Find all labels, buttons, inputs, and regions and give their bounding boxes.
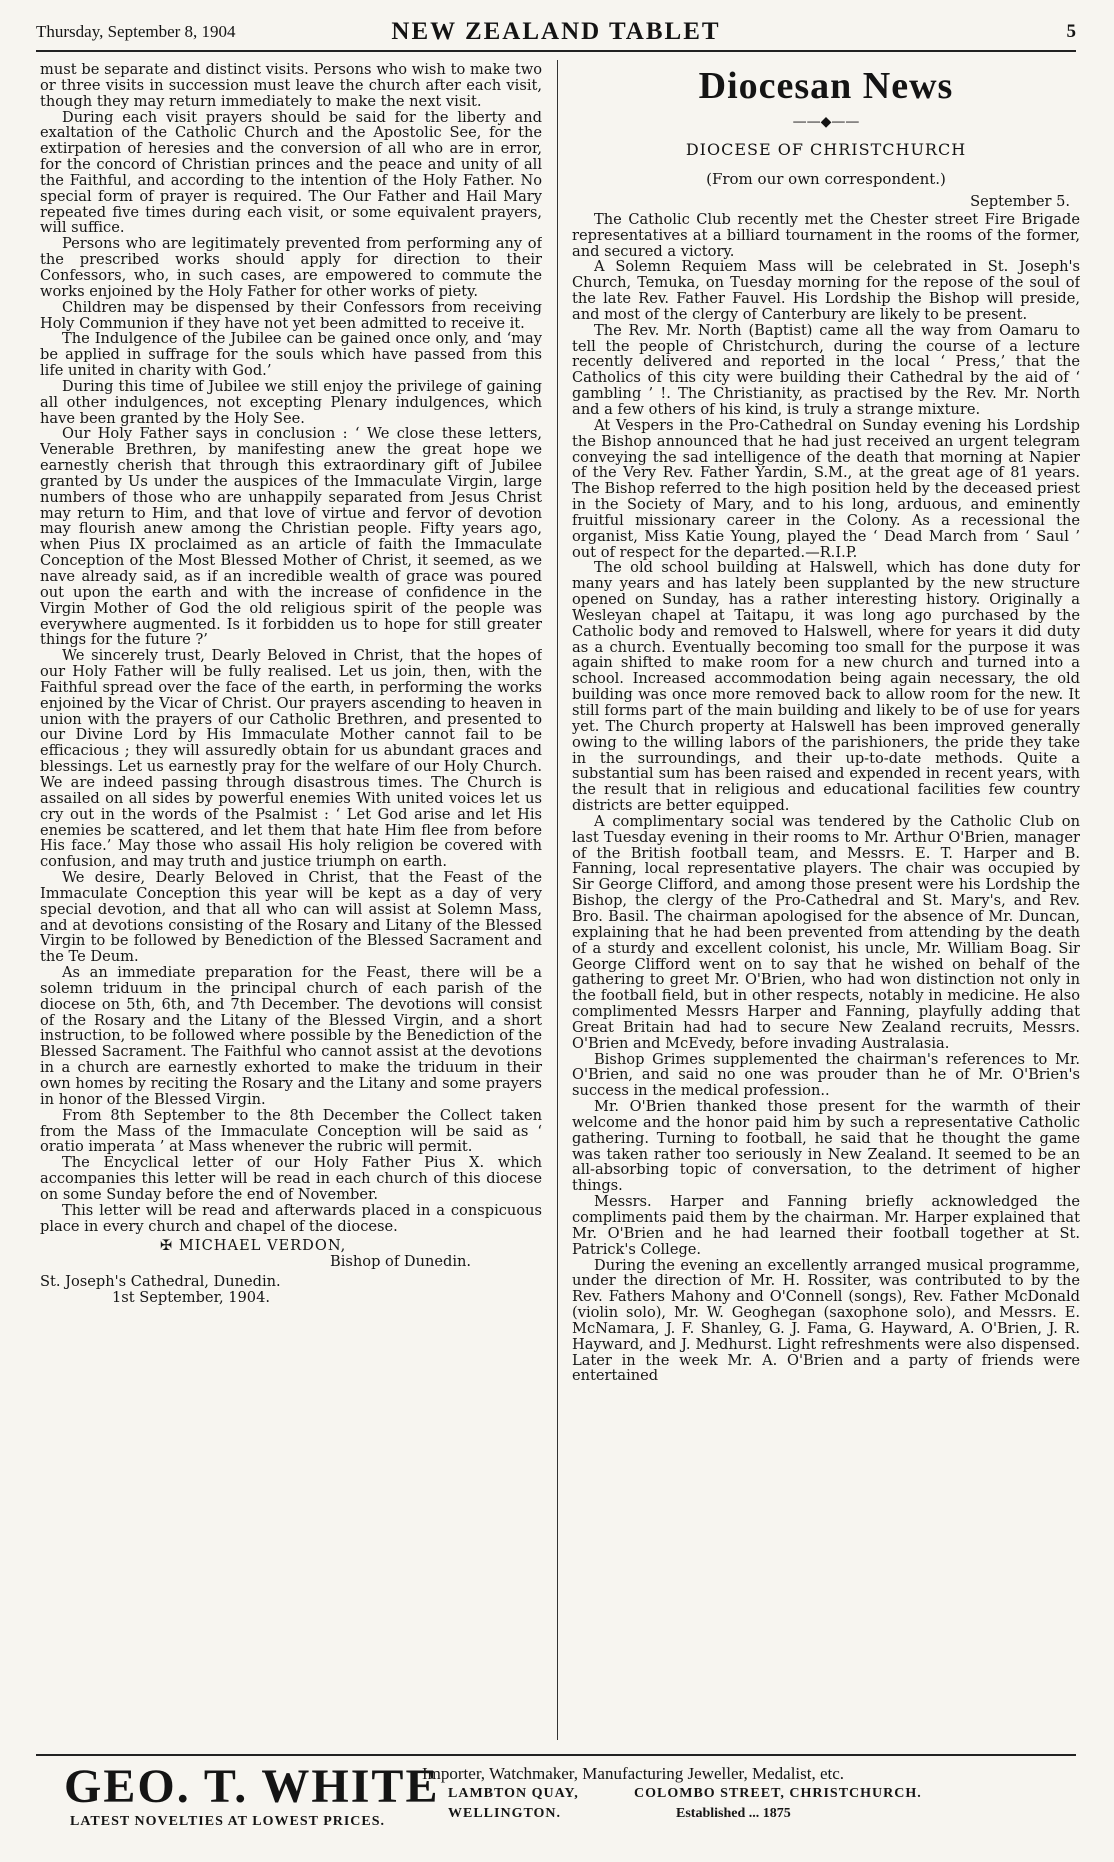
- paragraph: The Indulgence of the Jubilee can be gained once only, and ‘may be applied in suffrage for the souls which have passed from this life united in charity with God.’: [40, 330, 542, 380]
- correspondent-note: (From our own correspondent.): [706, 170, 946, 188]
- paragraph: The old school building at Halswell, which has done duty for many years and has lately been supplanted by the new structure opened on Sunday, has a rather interesting history. Originally a Wesleyan chapel at Taitapu, it was long ago purchased by the Catholic body and removed to Halswell, where for years it did duty as a church. Eventually becoming too small for the purpose it was again shifted to make room for a new church and turned into a school. Increased accommodation being again necessary, the old building was once more removed back to allow room for the new. It still forms part of the main building and likely to be of use for years yet. The Church property at Halswell has been improved generally owing to the willing labors of the parishioners, the pride they take in the surroundings, and their up-to-date methods. Quite a substantial sum has been raised and expended in recent years, with the result that in religious and educational facilities few country districts are better equipped.: [572, 559, 1080, 815]
- paragraph: Mr. O'Brien thanked those present for the warmth of their welcome and the honor paid him by such a representative Catholic gathering. Turning to football, he said that he thought the game was taken rather too seriously in New Zealand. It seemed to be an all-absorbing topic of conversation, to the detriment of higher things.: [572, 1098, 1080, 1195]
- paragraph: The Encyclical letter of our Holy Father Pius X. which accompanies this letter will be read in each church of this diocese on some Sunday before the end of November.: [40, 1154, 542, 1203]
- paragraph: At Vespers in the Pro-Cathedral on Sunday evening his Lordship the Bishop announced that he had just received an urgent telegram conveying the sad intelligence of the death that morning at Napier of the Very Rev. Father Yardin, S.M., at the great age of 81 years. The Bishop referred to the high position held by the deceased priest in the Society of Mary, and to his long, arduous, and eminently fruitful missionary career in the Colony. As a recessional the organist, Miss Katie Young, played the ‘ Dead March from ‘ Saul ’ out of respect for the departed.—R.I.P.: [572, 416, 1080, 561]
- advertiser-name: GEO. T. WHITE: [64, 1760, 440, 1813]
- dateline: September 5.: [970, 193, 1070, 210]
- paragraph: During the evening an excellently arranged musical programme, under the direction of Mr. H. Rossiter, was contributed to by the Rev. Fathers Mahony and O'Connell (songs), Rev. Father McDonald (violin solo), Mr. W. Geoghegan (saxophone solo), and Messrs. E. McNamara, J. F. Shanley, G. J. Fama, G. Hayward, A. O'Brien, J. R. Hayward, and J. Medhurst. Light refreshments were also dispensed. Later in the week Mr. A. O'Brien and a party of friends were entertained: [572, 1256, 1080, 1385]
- paragraph: Children may be dispensed by their Confessors from receiving Holy Communion if they have not yet been admitted to receive it.: [40, 298, 542, 332]
- section-title: Diocesan News: [698, 65, 954, 107]
- advertiser-description: Importer, Watchmaker, Manufacturing Jeweller, Medalist, etc.: [422, 1764, 845, 1783]
- paragraph: This letter will be read and afterwards placed in a conspicuous place in every church and chapel of the diocese.: [40, 1201, 542, 1235]
- advertiser-address-line: LAMBTON QUAY,: [448, 1786, 579, 1801]
- paragraph: During this time of Jubilee we still enjoy the privilege of gaining all other indulgences, not excepting Plenary indulgences, which have been granted by the Holy See.: [40, 377, 542, 427]
- advertiser-established: Established ... 1875: [676, 1806, 791, 1821]
- paragraph: We desire, Dearly Beloved in Christ, that the Feast of the Immaculate Conception this year will be kept as a day of very special devotion, and that all who can will assist at Solemn Mass, and at devotions consisting of the Rosary and Litany of the Blessed Virgin to be followed by Benediction of the Blessed Sacrament and the Te Deum.: [40, 869, 542, 966]
- advertisement: [36, 1760, 1076, 1840]
- diocese-heading: DIOCESE OF CHRISTCHURCH: [685, 140, 967, 159]
- paragraph: We sincerely trust, Dearly Beloved in Christ, that the hopes of our Holy Father will be fully realised. Let us join, then, with the Faithful spread over the face of the earth, in performing the works enjoined by the Vicar of Christ. Our prayers ascending to heaven in union with the prayers of our Catholic Brethren, and presented to our Divine Lord by His Immaculate Mother cannot fail to be efficacious ; they will assuredly obtain for us abundant graces and blessings. Let us earnestly pray for the welfare of our Holy Church. We are indeed passing through disastrous times. The Church is assailed on all sides by powerful enemies With united voices let us cry out in the words of the Psalmist : ‘ Let God arise and let His enemies be scattered, and let them that hate Him flee from before His face.’ May those who assail His holy religion be covered with confusion, and may truth and justice triumph on earth.: [40, 647, 542, 871]
- issue-date: Thursday, September 8, 1904: [36, 22, 236, 41]
- signature-name: ✠ MICHAEL VERDON,: [160, 1237, 347, 1255]
- page-number: 5: [1066, 21, 1076, 42]
- page-header: [36, 18, 1076, 46]
- publication-title: NEW ZEALAND TABLET: [391, 18, 721, 45]
- paragraph: A complimentary social was tendered by the Catholic Club on last Tuesday evening in their rooms to Mr. Arthur O'Brien, manager of the British football team, and Messrs. E. T. Harper and B. Fanning, local representative players. The chair was occupied by Sir George Clifford, and among those present were his Lordship the Bishop, the clergy of the Pro-Cathedral and St. Mary's, and Rev. Bro. Basil. The chairman apologised for the absence of Mr. Duncan, explaining that he had been prevented from attending by the death of a sturdy and excellent colonist, his uncle, Mr. William Boag. Sir George Clifford went on to say that he wished on behalf of the gathering to greet Mr. O'Brien, who had won distinction not only in the football field, but in other respects, notably in medicine. He also complimented Messrs Harper and Fanning, playfully adding that Great Britain had had to secure New Zealand recruits, Messrs. O'Brien and McEvedy, before invading Australasia.: [572, 812, 1080, 1052]
- signature-place: St. Joseph's Cathedral, Dunedin.: [40, 1273, 281, 1291]
- paragraph: must be separate and distinct visits. Persons who wish to make two or three visits in succession must leave the church after each visit, though they may return immediately to make the next visit.: [40, 62, 542, 110]
- signature-date: 1st September, 1904.: [112, 1288, 271, 1306]
- signature-title: Bishop of Dunedin.: [330, 1253, 472, 1271]
- advertiser-street: COLOMBO STREET, CHRISTCHURCH.: [634, 1786, 922, 1801]
- left-column: [40, 62, 542, 1742]
- advertiser-tagline: LATEST NOVELTIES AT LOWEST PRICES.: [70, 1814, 386, 1829]
- paragraph: From 8th September to the 8th December the Collect taken from the Mass of the Immaculate Conception will be said as ‘ oratio imperata ’ at Mass whenever the rubric will permit.: [40, 1106, 542, 1156]
- paragraph: Persons who are legitimately prevented from performing any of the prescribed works should apply for direction to their Confessors, who, in such cases, are empowered to commute the works enjoined by the Holy Father for other works of piety.: [40, 235, 542, 300]
- paragraph: Messrs. Harper and Fanning briefly acknowledged the compliments paid them by the chairman. Mr. Harper explained that Mr. O'Brien and he had learned their football together at St. Patrick's College.: [572, 1193, 1080, 1258]
- paragraph: A Solemn Requiem Mass will be celebrated in St. Joseph's Church, Temuka, on Tuesday morning for the repose of the soul of the late Rev. Father Fauvel. His Lordship the Bishop will preside, and most of the clergy of Canterbury are likely to be present.: [572, 258, 1080, 323]
- right-column: [572, 62, 1080, 1742]
- signature-block: [40, 1238, 542, 1305]
- paragraph: During each visit prayers should be said for the liberty and exaltation of the Catholic Church and the Apostolic See, for the extirpation of heresies and the conversion of all who are in error, for the concord of Christian princes and the peace and unity of all the Faithful, and according to the intention of the Holy Father. No special form of prayer is required. The Our Father and Hail Mary repeated five times during each visit, or some equivalent prayers, will suffice.: [40, 108, 542, 237]
- paragraph: The Catholic Club recently met the Chester street Fire Brigade representatives at a billiard tournament in the rooms of the former, and secured a victory.: [572, 210, 1080, 260]
- ornament-divider: ——◆——: [792, 114, 860, 130]
- paragraph: As an immediate preparation for the Feast, there will be a solemn triduum in the principal church of each parish of the diocese on 5th, 6th, and 7th December. The devotions will consist of the Rosary and the Litany of the Blessed Virgin, and a short instruction, to be followed where possible by the Benediction of the Blessed Sacrament. The Faithful who cannot assist at the devotions in a church are earnestly exhorted to make the triduum in their own homes by reciting the Rosary and the Litany and some prayers in honor of the Blessed Virgin.: [40, 964, 542, 1108]
- paragraph: The Rev. Mr. North (Baptist) came all the way from Oamaru to tell the people of Christchurch, during the course of a lecture recently delivered and reported in the local ‘ Press,’ that the Catholics of this city were building their Cathedral by the aid of ‘ gambling ’ !. The Christianity, as practised by the Rev. Mr. North and a few others of his kind, is truly a strange mixture.: [572, 321, 1080, 418]
- advertisement-rule: [36, 1754, 1076, 1756]
- column-divider: [557, 60, 558, 1740]
- paragraph: Bishop Grimes supplemented the chairman's references to Mr. O'Brien, and said no one was prouder than he of Mr. O'Brien's success in the medical profession..: [572, 1050, 1080, 1100]
- paragraph: Our Holy Father says in conclusion : ‘ We close these letters, Venerable Brethren, by manifesting anew the great hope we earnestly cherish that through this extraordinary gift of Jubilee granted by Us under the auspices of the Immaculate Virgin, large numbers of those who are unhappily separated from Jesus Christ may return to Him, and that love of virtue and fervor of devotion may flourish anew among the Christian people. Fifty years ago, when Pius IX proclaimed as an article of faith the Immaculate Conception of the Most Blessed Mother of Christ, it seemed, as we nave already said, as if an incredible wealth of grace was poured out upon the earth and with the increase of confidence in the Virgin Mother of God the old religious spirit of the people was everywhere augmented. Is it forbidden us to hope for still greater things for the future ?’: [40, 425, 542, 649]
- advertiser-address-line: WELLINGTON.: [448, 1806, 562, 1821]
- header-rule: [36, 50, 1076, 52]
